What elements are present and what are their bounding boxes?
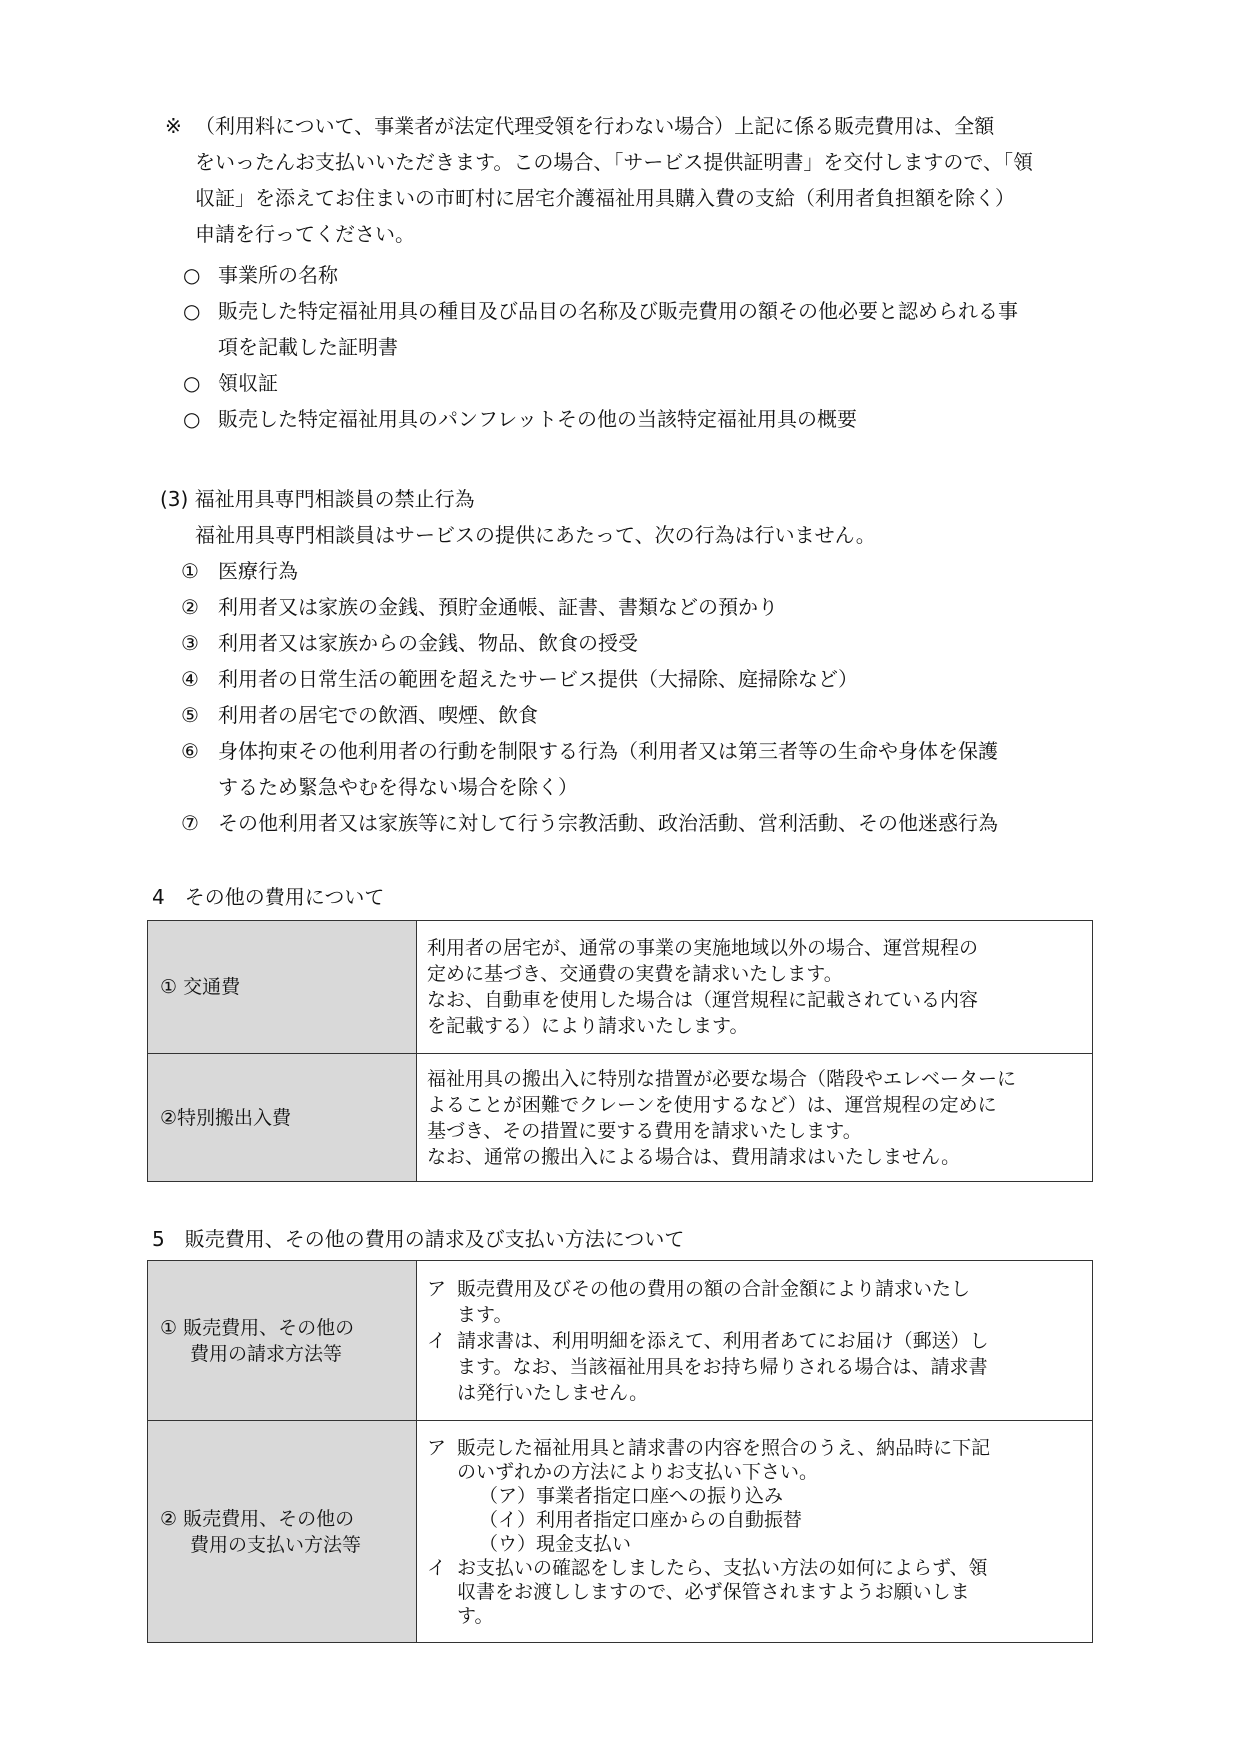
- prohibited-item: 利用者又は家族の金銭、預貯金通帳、証書、書類などの預かり: [218, 595, 778, 619]
- table-row: [148, 1054, 1093, 1182]
- cell-line: は発行いたしません。: [457, 1381, 649, 1404]
- row-content-special-carry: [417, 1054, 1093, 1182]
- sub-text: [457, 1276, 970, 1328]
- payment-method: （イ）利用者指定口座からの自動振替: [479, 1508, 803, 1531]
- payment-method: （ウ）現金支払い: [479, 1532, 632, 1555]
- item-number: ⑦: [181, 811, 199, 835]
- payment-method: （ア）事業者指定口座への振り込み: [479, 1484, 784, 1507]
- note-line: （利用料について、事業者が法定代理受領を行わない場合）上記に係る販売費用は、全額: [195, 114, 995, 138]
- row-label-transport: ① 交通費: [148, 921, 417, 1054]
- cell-line: 定めに基づき、交通費の実費を請求いたします。: [427, 963, 843, 985]
- row-content-payment: [417, 1421, 1093, 1643]
- bullet-circle-icon: ○: [183, 263, 201, 287]
- section-5-heading: 5 販売費用、その他の費用の請求及び支払い方法について: [152, 1227, 685, 1251]
- prohibited-item: その他利用者又は家族等に対して行う宗教活動、政治活動、営利活動、その他迷惑行為: [218, 811, 998, 835]
- note-mark: ※: [165, 114, 182, 138]
- prohibited-item: 医療行為: [218, 559, 298, 583]
- cell-line: ます。なお、当該福祉用具をお持ち帰りされる場合は、請求書: [457, 1355, 988, 1378]
- other-costs-table: [147, 920, 1093, 1182]
- cell-line: 福祉用具の搬出入に特別な措置が必要な場合（階段やエレベーターに: [427, 1067, 1017, 1090]
- sub-marker: イ: [427, 1556, 447, 1579]
- document-list-item: 領収証: [218, 371, 278, 395]
- item-number: ①: [181, 559, 199, 583]
- item-number: ④: [181, 667, 199, 691]
- bullet-circle-icon: ○: [183, 407, 201, 431]
- bullet-circle-icon: ○: [183, 371, 201, 395]
- item-number: ③: [181, 631, 199, 655]
- cell-line: 基づき、その措置に要する費用を請求いたします。: [427, 1119, 862, 1142]
- cell-line: なお、自動車を使用した場合は（運営規程に記載されている内容: [427, 989, 979, 1011]
- note-line: 収証」を添えてお住まいの市町村に居宅介護福祉用具購入費の支給（利用者負担額を除く）: [195, 186, 1015, 210]
- cell-line: す。: [457, 1604, 494, 1627]
- row-label-special-carry: ②特別搬出入費: [148, 1054, 417, 1182]
- prohibited-item: 利用者の日常生活の範囲を超えたサービス提供（大掃除、庭掃除など）: [218, 667, 858, 691]
- cell-line: を記載する）により請求いたします。: [427, 1015, 749, 1037]
- cell-line: のいずれかの方法によりお支払い下さい。: [457, 1460, 819, 1483]
- sub-marker: ア: [427, 1277, 447, 1300]
- section-3-heading: (3) 福祉用具専門相談員の禁止行為: [160, 487, 475, 511]
- sub-item-b: [427, 1556, 1082, 1628]
- table-row: [148, 921, 1093, 1054]
- cell-line: お支払いの確認をしましたら、支払い方法の如何によらず、領: [457, 1556, 988, 1579]
- row-label-payment: [148, 1421, 417, 1643]
- sub-marker: ア: [427, 1436, 447, 1459]
- label-line: ② 販売費用、その他の: [160, 1507, 355, 1530]
- cell-line: なお、通常の搬出入による場合は、費用請求はいたしません。: [427, 1145, 961, 1168]
- sub-item-a: [427, 1276, 1082, 1328]
- sub-text: [457, 1436, 990, 1556]
- prohibited-item: 利用者又は家族からの金銭、物品、飲食の授受: [218, 631, 638, 655]
- cell-line: よることが困難でクレーンを使用するなど）は、運営規程の定めに: [427, 1093, 997, 1116]
- label-line: 費用の請求方法等: [190, 1342, 343, 1365]
- section-4-heading: 4 その他の費用について: [152, 885, 385, 909]
- document-list-item: 事業所の名称: [218, 263, 338, 287]
- label-line: ① 販売費用、その他の: [160, 1316, 355, 1339]
- row-content-transport: [417, 921, 1093, 1054]
- sub-text: [457, 1328, 989, 1406]
- document-list-item: 販売した特定福祉用具のパンフレットその他の当該特定福祉用具の概要: [218, 407, 857, 431]
- section-3-intro: 福祉用具専門相談員はサービスの提供にあたって、次の行為は行いません。: [195, 523, 876, 547]
- sub-item-a: [427, 1436, 1082, 1556]
- cell-line: 販売した福祉用具と請求書の内容を照合のうえ、納品時に下記: [457, 1436, 991, 1459]
- bullet-circle-icon: ○: [183, 299, 201, 323]
- sub-text: [457, 1556, 987, 1628]
- table-row: [148, 1421, 1093, 1643]
- note-line: 申請を行ってください。: [195, 222, 415, 246]
- cell-line: 販売費用及びその他の費用の額の合計金額により請求いたし: [457, 1277, 971, 1300]
- sub-item-b: [427, 1328, 1082, 1406]
- cell-line: 利用者の居宅が、通常の事業の実施地域以外の場合、運営規程の: [427, 937, 979, 959]
- table-row: [148, 1261, 1093, 1421]
- row-content-billing: [417, 1261, 1093, 1421]
- item-number: ⑤: [181, 703, 199, 727]
- document-list-item: 販売した特定福祉用具の種目及び品目の名称及び販売費用の額その他必要と認められる事: [218, 299, 1018, 323]
- item-number: ⑥: [181, 739, 199, 763]
- prohibited-item: 利用者の居宅での飲酒、喫煙、飲食: [218, 703, 538, 727]
- cell-line: 収書をお渡ししますので、必ず保管されますようお願いしま: [457, 1580, 970, 1603]
- billing-table: [147, 1260, 1093, 1643]
- prohibited-item: 身体拘束その他利用者の行動を制限する行為（利用者又は第三者等の生命や身体を保護: [218, 739, 998, 763]
- cell-line: ます。: [457, 1303, 513, 1326]
- item-number: ②: [181, 595, 199, 619]
- note-line: をいったんお支払いいただきます。この場合、「サービス提供証明書」を交付しますので、「領: [195, 150, 1033, 174]
- cell-line: 請求書は、利用明細を添えて、利用者あてにお届け（郵送）し: [457, 1329, 989, 1352]
- row-label-billing: [148, 1261, 417, 1421]
- prohibited-item-cont: するため緊急やむを得ない場合を除く）: [218, 775, 578, 799]
- label-line: 費用の支払い方法等: [190, 1533, 362, 1556]
- document-list-item-cont: 項を記載した証明書: [218, 335, 398, 359]
- sub-marker: イ: [427, 1329, 447, 1352]
